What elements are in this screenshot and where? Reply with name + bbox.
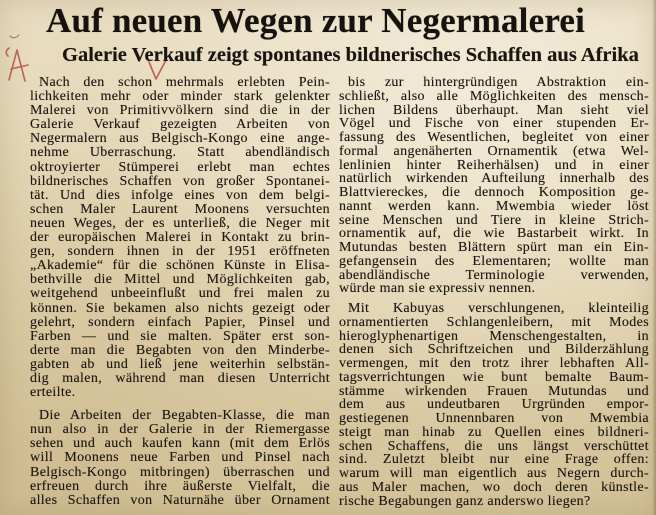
text-line: nun also in der Galerie in der Riemergasse bbox=[30, 423, 330, 438]
text-line: sehen und auch kaufen kann (mit dem Erlös bbox=[30, 437, 330, 452]
text-line: gen, sondern ihnen in der 1951 eröffneten bbox=[30, 245, 330, 260]
text-line: Mutundas besten Blättern spürt man ein Ein- bbox=[339, 241, 649, 255]
text-line: gelehrt, sondern einfach Papier, Pinsel und bbox=[30, 315, 330, 330]
text-line: denen sich Schriftzeichen und Bilderzählung bbox=[339, 343, 649, 357]
text-line: würde man sie expressiv nennen. bbox=[339, 282, 536, 296]
text-line: erteilte. bbox=[30, 386, 76, 401]
text-line: schen Maler Laurent Moonens versuchten bbox=[30, 202, 330, 217]
pencil-mark-margin bbox=[6, 48, 28, 81]
text-line: Nach den schon mehrmals erlebten Pein- bbox=[39, 76, 330, 90]
text-line: rische Begabungen ganz anderswo liegen? bbox=[339, 494, 591, 509]
text-line: Malerei von Primitivvölkern sind die in der bbox=[30, 104, 330, 119]
text-line: gefangensein des Elementaren; wollte man bbox=[339, 254, 649, 269]
article-column-right bbox=[339, 76, 649, 508]
text-line: Galerie Verkauf gezeigten Arbeiten von bbox=[30, 118, 330, 133]
text-line: bis zur hintergründigen Abstraktion ein- bbox=[348, 76, 649, 90]
headline: Auf neuen Wegen zur Negermalerei bbox=[46, 1, 586, 40]
text-line: schließt, also alle Möglichkeiten des mensch- bbox=[339, 89, 649, 104]
text-line: gestiegenen Unnennbaren von Mwembia bbox=[339, 412, 649, 426]
text-line: schen Schaffens, die uns längst verschüttet bbox=[339, 439, 649, 454]
text-line: lichkeiten mehr oder minder stark gelenkter bbox=[30, 90, 330, 105]
text-line: Belgisch-Kongo mitbringen) überraschen und bbox=[30, 465, 330, 480]
text-line: will Moonens neue Farben und Pinsel nach bbox=[30, 451, 330, 466]
text-line: erfreuen durch ihre äußerste Vielfalt, die bbox=[30, 479, 330, 494]
text-line: bildnerisches Schaffen von großer Spontanei- bbox=[30, 174, 330, 189]
text-line: aus Maler machen, wo doch deren künstle- bbox=[339, 480, 649, 495]
text-line: bethville die Mittel und Möglichkeiten gab, bbox=[30, 273, 330, 288]
text-line: steigt man hinab zu Quellen eines bildneri- bbox=[339, 425, 649, 440]
text-line: ornamentik auf, die wie Bastarbeit wirkt. In bbox=[339, 227, 649, 241]
text-line: formal angenäherten Ornamentik (etwa Wel- bbox=[339, 144, 649, 159]
text-line: tät. Und dies infolge eines von dem belgi- bbox=[30, 188, 330, 203]
text-line: nannt werden kann. Mwembia wieder löst bbox=[339, 199, 649, 214]
paragraph bbox=[339, 76, 649, 296]
text-line: weitgehend unbeeinflußt und frei malen zu bbox=[30, 287, 330, 302]
text-line: alles Schaffen von Naturnähe über Ornament bbox=[30, 493, 330, 508]
text-line: abendländische Terminologie verwenden, bbox=[339, 268, 649, 283]
text-line: nehme Überraschung. Statt abendländisch bbox=[30, 146, 330, 161]
text-line: neuen Weges, der es unterließ, die Neger mit bbox=[30, 216, 330, 231]
paragraph bbox=[30, 76, 330, 400]
text-line: sind. Zuletzt bleibt nur eine Frage offen: bbox=[339, 453, 649, 467]
text-line: lichen Bildens überhaupt. Man sieht viel bbox=[339, 103, 649, 118]
text-line: „Akademie“ für die schönen Künste in Elisa- bbox=[30, 259, 330, 274]
text-line: lenlinien hinter Reiherhälsen) und in einer bbox=[339, 158, 649, 173]
text-line: dig malen, während man diesen Unterricht bbox=[30, 371, 330, 386]
text-line: Blattviereckes, die dennoch Komposition ge- bbox=[339, 186, 649, 200]
paragraph bbox=[30, 409, 330, 508]
text-line: ornamentierten Schlangenleibern, mit Modes bbox=[339, 315, 649, 330]
text-line: warum will man eigentlich aus Negern durch- bbox=[339, 467, 649, 481]
text-line: tagsverrichtungen wie bunt bemalte Baum- bbox=[339, 370, 649, 385]
text-line: dem aus undeutbaren Urgründen empor- bbox=[339, 398, 649, 412]
text-line: Vögel und Fische von einer stupenden Er- bbox=[339, 117, 649, 131]
text-line: vermengen, mit den trotz ihrer lebhaften All- bbox=[339, 357, 649, 371]
text-line: Negermalern aus Belgisch-Kongo eine ange- bbox=[30, 132, 330, 147]
subheadline: Galerie Verkauf zeigt spontanes bildnerisches Schaffen aus Afrika bbox=[62, 44, 639, 66]
text-line: derte man die Begabten von den Minderbe- bbox=[30, 343, 330, 358]
text-line: stämme wirkenden Frauen Mutundas und bbox=[339, 384, 649, 399]
pencil-mark-top bbox=[10, 35, 19, 38]
article-column-left bbox=[30, 76, 330, 508]
text-line: können. Sie bekamen also nichts gezeigt oder bbox=[30, 301, 330, 316]
text-line: Mit Kabuyas verschlungenen, kleinteilig bbox=[348, 302, 649, 316]
text-line: der europäischen Malerei in Kontakt zu brin- bbox=[30, 231, 330, 246]
text-line: hieroglyphenartigen Menschengestalten, in bbox=[339, 329, 649, 344]
text-line: Die Arbeiten der Begabten-Klasse, die man bbox=[39, 409, 330, 424]
text-line: natürlich wirkenden Aufteilung innerhalb des bbox=[339, 172, 649, 186]
paragraph bbox=[339, 302, 649, 508]
text-line: gabten ab und ließ jene weiterhin selbstän- bbox=[30, 357, 330, 372]
text-line: Farben — und sie malten. Später erst son- bbox=[30, 329, 330, 344]
text-line: fassung des Wesentlichen, begleitet von einer bbox=[339, 131, 649, 145]
text-line: oktroyierter Stümperei erlebt man echtes bbox=[30, 160, 330, 175]
text-line: seine Menschen und Tiere in kleine Strich- bbox=[339, 213, 649, 228]
